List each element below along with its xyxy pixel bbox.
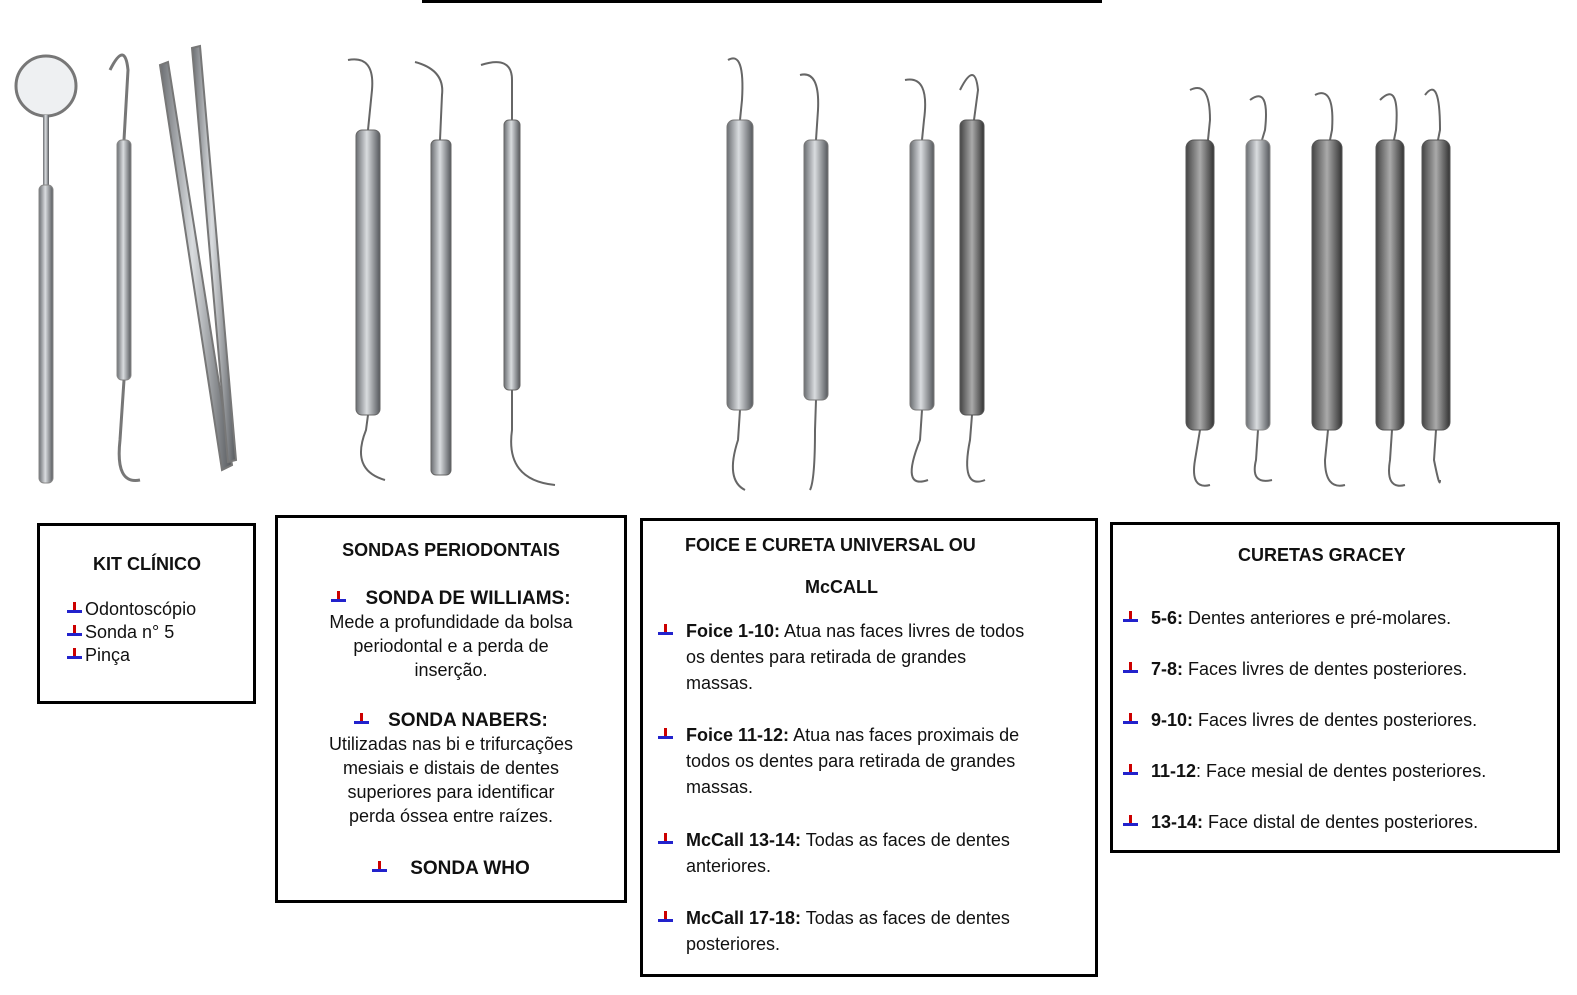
tweezers-icon xyxy=(160,46,236,470)
foice-item-2: Foice 11-12: Atua nas faces proximais de todos os dentes para retirada de grandes massas. xyxy=(658,722,1063,800)
mirror-icon xyxy=(16,56,76,483)
nabers-heading: SONDA NABERS: xyxy=(278,710,624,732)
gracey-curettes-icon xyxy=(1186,88,1450,486)
arrow-bullet-icon xyxy=(658,728,672,742)
sondas-title: SONDAS PERIODONTAIS xyxy=(342,540,560,560)
arrow-bullet-icon xyxy=(331,591,345,605)
arrow-bullet-icon xyxy=(67,625,81,639)
list-item: 13-14: Face distal de dentes posteriores. xyxy=(1123,797,1486,848)
sondas-box xyxy=(275,515,627,903)
list-item: 11-12: Face mesial de dentes posteriores. xyxy=(1123,746,1486,797)
arrow-bullet-icon xyxy=(1123,815,1137,829)
arrow-bullet-icon xyxy=(372,861,386,875)
list-item: Pinça xyxy=(67,644,196,667)
arrow-bullet-icon xyxy=(1123,611,1137,625)
list-item: Sonda n° 5 xyxy=(67,621,196,644)
arrow-bullet-icon xyxy=(658,911,672,925)
kit-clinico-box xyxy=(37,523,256,704)
foice-title-1: FOICE E CURETA UNIVERSAL OU xyxy=(685,535,976,555)
arrow-bullet-icon xyxy=(1123,764,1137,778)
foice-box xyxy=(640,518,1098,977)
foice-item-1: Foice 1-10: Atua nas faces livres de todos os dentes para retirada de grandes massas. xyxy=(658,618,1063,696)
arrow-bullet-icon xyxy=(1123,713,1137,727)
arrow-bullet-icon xyxy=(1123,662,1137,676)
list-item: Odontoscópio xyxy=(67,598,196,621)
foice-title-2: McCALL xyxy=(805,577,878,597)
list-item: 9-10: Faces livres de dentes posteriores. xyxy=(1123,695,1486,746)
arrow-bullet-icon xyxy=(658,624,672,638)
foice-item-3: McCall 13-14: Todas as faces de dentes anteriores. xyxy=(658,827,1088,879)
probe-instruments-icon xyxy=(348,59,555,485)
who-heading: SONDA WHO xyxy=(278,858,624,880)
foice-item-4: McCall 17-18: Todas as faces de dentes posteriores. xyxy=(658,905,1063,957)
williams-desc: Mede a profundidade da bolsa periodontal e a perda de inserção. xyxy=(329,612,573,680)
kit-title: KIT CLÍNICO xyxy=(93,554,201,574)
gracey-title: CURETAS GRACEY xyxy=(1238,545,1406,565)
nabers-desc: Utilizadas nas bi e trifurcações mesiais e distais de dentes superiores para identificar perda óssea entre raízes. xyxy=(328,734,574,826)
williams-heading: SONDA DE WILLIAMS: xyxy=(278,588,624,610)
list-item: 7-8: Faces livres de dentes posteriores. xyxy=(1123,644,1486,695)
arrow-bullet-icon xyxy=(354,713,368,727)
explorer-icon xyxy=(110,55,140,481)
arrow-bullet-icon xyxy=(67,648,81,662)
kit-list xyxy=(67,598,196,667)
list-item: 5-6: Dentes anteriores e pré-molares. xyxy=(1123,593,1486,644)
arrow-bullet-icon xyxy=(658,833,672,847)
scaler-instruments-icon xyxy=(727,58,985,490)
gracey-box xyxy=(1110,522,1560,853)
gracey-list xyxy=(1123,593,1486,848)
arrow-bullet-icon xyxy=(67,602,81,616)
